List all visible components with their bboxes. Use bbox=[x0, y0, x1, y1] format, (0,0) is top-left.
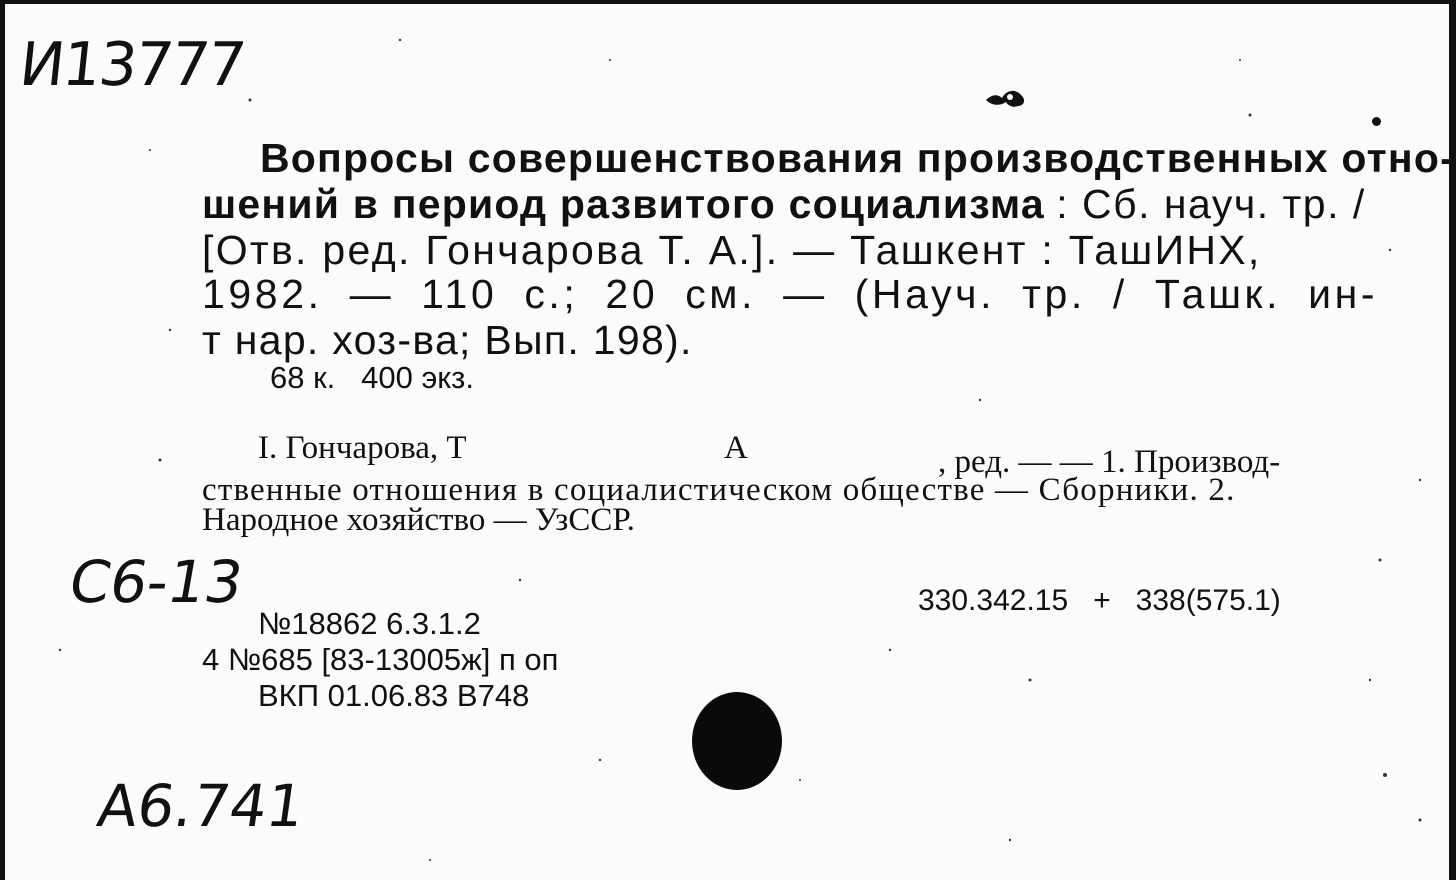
handwritten-accession-number: А6.741 bbox=[93, 772, 309, 840]
classification-numbers: 330.342.15 + 338(575.1) bbox=[918, 584, 1281, 617]
handwritten-inventory-number: И13777 bbox=[16, 30, 248, 100]
registry-line-2: 4 №685 [83-13005ж] п оп bbox=[202, 642, 559, 677]
description-line-4: 1982. — 110 с.; 20 см. — (Науч. тр. / Ташк. ин- bbox=[202, 271, 1379, 317]
tracing-line-3: Народное хозяйство — УзССР. bbox=[202, 502, 635, 538]
tracing-line-1a: I. Гончарова, Т bbox=[258, 430, 467, 466]
registry-line-1: №18862 6.3.1.2 bbox=[258, 606, 481, 641]
tracing-line-2: ственные отношения в социалистическом обществе — Сборники. 2. bbox=[202, 472, 1236, 508]
price-and-copies: 68 к. 400 экз. bbox=[270, 360, 474, 395]
handwritten-shelf-mark: С6-13 bbox=[64, 548, 249, 616]
description-line-1: Вопросы совершенствования производственных отно- bbox=[260, 135, 1455, 181]
description-line-2-rest: : Сб. науч. тр. / bbox=[1056, 181, 1366, 227]
description-line-2-title: шений в период развитого социализма bbox=[202, 181, 1045, 227]
description-line-3: [Отв. ред. Гончарова Т. А.]. — Ташкент : ТашИНХ, bbox=[202, 227, 1262, 273]
tracing-line-1b: А bbox=[724, 430, 748, 466]
description-line-5: т нар. хоз-ва; Вып. 198). bbox=[202, 317, 693, 363]
tracing-line-1c: , ред. — — 1. Производ- bbox=[938, 444, 1281, 480]
registry-line-3: ВКП 01.06.83 В748 bbox=[258, 678, 530, 713]
